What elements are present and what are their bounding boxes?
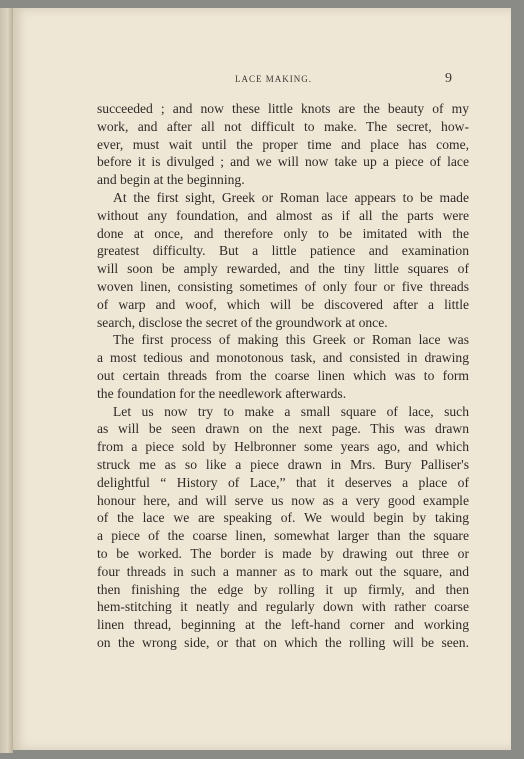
page-number: 9 bbox=[445, 71, 452, 86]
text-line: a piece of the coarse linen, somewhat larger than the square bbox=[97, 528, 469, 544]
text-line: of warp and woof, which will be discovered after a little bbox=[97, 296, 469, 312]
text-line: Let us now try to make a small square of lace, such bbox=[113, 403, 469, 419]
text-line: out certain threads from the coarse linen which was to form bbox=[97, 367, 469, 383]
text-line: a most tedious and monotonous task, and consisted in drawing bbox=[97, 350, 469, 366]
text-line: four threads in such a manner as to mark out the square, and bbox=[97, 563, 469, 579]
text-line: struck me as so like a piece drawn in Mrs. Bury Palliser's bbox=[97, 456, 469, 472]
running-head: LACE MAKING. bbox=[235, 74, 312, 84]
book-left-edge bbox=[0, 8, 13, 753]
book-page bbox=[13, 8, 511, 750]
text-line: done at once, and therefore only to be imitated with the bbox=[97, 225, 469, 241]
text-line: to be worked. The border is made by drawing out three or bbox=[97, 545, 469, 561]
text-line: of the lace we are speaking of. We would begin by taking bbox=[97, 510, 469, 526]
text-line: as will be seen drawn on the next page. This was drawn bbox=[97, 421, 469, 437]
text-line: without any foundation, and almost as if all the parts were bbox=[97, 207, 469, 223]
body-text bbox=[97, 100, 469, 652]
text-line: hem-stitching it neatly and regularly down with rather coarse bbox=[97, 599, 469, 615]
text-line: and begin at the beginning. bbox=[97, 172, 245, 188]
text-line: The first process of making this Greek or Roman lace was bbox=[113, 332, 469, 348]
text-line: work, and after all not difficult to make. The secret, how- bbox=[97, 118, 469, 134]
text-line: the foundation for the needlework afterwards. bbox=[97, 385, 347, 401]
text-line: delightful “ History of Lace,” that it deserves a place of bbox=[97, 474, 469, 490]
page-header bbox=[13, 71, 511, 88]
text-line: will soon be amply rewarded, and the tiny little squares of bbox=[97, 261, 469, 277]
text-line: then finishing the edge by rolling it up firmly, and then bbox=[97, 581, 469, 597]
text-line: before it is divulged ; and we will now take up a piece of lace bbox=[97, 154, 469, 170]
text-line: woven linen, consisting sometimes of only four or five threads bbox=[97, 278, 469, 294]
text-line: from a piece sold by Helbronner some years ago, and which bbox=[97, 439, 469, 455]
text-line: on the wrong side, or that on which the rolling will be seen. bbox=[97, 634, 469, 650]
text-line: linen thread, beginning at the left-hand corner and working bbox=[97, 617, 469, 633]
text-line: At the first sight, Greek or Roman lace appears to be made bbox=[113, 189, 469, 205]
text-line: succeeded ; and now these little knots are the beauty of my bbox=[97, 101, 469, 116]
text-line: ever, must wait until the proper time and place has come, bbox=[97, 136, 469, 152]
text-line: honour here, and will serve us now as a very good example bbox=[97, 492, 469, 508]
text-line: search, disclose the secret of the groundwork at once. bbox=[97, 314, 388, 330]
text-line: greatest difficulty. But a little patience and examination bbox=[97, 243, 469, 259]
